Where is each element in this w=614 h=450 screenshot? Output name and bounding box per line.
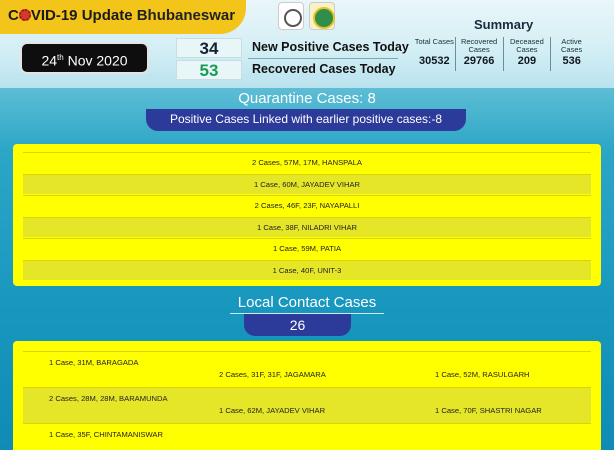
new-positive-count: 34 (176, 38, 242, 58)
table-row (23, 423, 591, 450)
table-cell: 1 Case, 70F, SHASTRI NAGAR (435, 406, 542, 415)
summary-label: Recovered Cases (460, 37, 498, 54)
new-positive-label: New Positive Cases Today (252, 40, 409, 54)
quarantine-title: Quarantine Cases: 8 (238, 90, 376, 107)
date-rest: Nov 2020 (63, 52, 128, 69)
date-suffix: th (57, 53, 64, 62)
recovered-today-label: Recovered Cases Today (252, 62, 396, 76)
divider (248, 58, 398, 59)
date-badge (22, 44, 147, 72)
table-cell: 2 Cases, 31F, 31F, JAGAMARA (219, 370, 326, 379)
table-cell: 1 Case, 35F, CHINTAMANISWAR (49, 430, 163, 439)
summary-deceased (504, 37, 552, 71)
linked-cases-pill: Positive Cases Linked with earlier positive cases:-8 (146, 109, 466, 131)
title-letter-c: C (8, 7, 19, 24)
odisha-govt-logo-icon (278, 2, 304, 30)
summary-recovered (456, 37, 504, 71)
recovered-today-count: 53 (176, 60, 242, 80)
table-cell: 2 Cases, 28M, 28M, BARAMUNDA (49, 394, 168, 403)
local-contact-count: 26 (244, 314, 351, 336)
summary-value: 29766 (463, 55, 495, 67)
table-row (23, 387, 591, 423)
summary-value: 536 (562, 55, 581, 67)
quarantine-cases-panel (13, 144, 601, 286)
table-cell: 1 Case, 62M, JAYADEV VIHAR (219, 406, 326, 415)
summary-label: Active Cases (561, 37, 583, 54)
bmc-logo-icon (309, 2, 335, 30)
summary-active (551, 37, 592, 71)
title-banner (0, 0, 246, 34)
list-item: 1 Case, 40F, UNIT-3 (23, 260, 591, 280)
summary-label: Deceased Cases (510, 37, 544, 54)
date-day: 24 (41, 52, 58, 69)
local-contact-panel (13, 341, 601, 450)
summary-label: Total Cases (414, 37, 454, 46)
list-item: 1 Case, 38F, NILADRI VIHAR (23, 217, 591, 237)
local-contact-title: Local Contact Cases (237, 294, 377, 311)
summary-value: 30532 (419, 55, 450, 67)
summary-value: 209 (517, 55, 537, 67)
summary-total (414, 37, 456, 71)
title-city: Bhubaneswar (136, 7, 236, 24)
summary-table (414, 37, 592, 71)
table-cell: 1 Case, 52M, RASULGARH (435, 370, 530, 379)
table-row (23, 351, 591, 387)
list-item: 2 Cases, 57M, 17M, HANSPALA (23, 152, 591, 172)
list-item: 1 Case, 60M, JAYADEV VIHAR (23, 174, 591, 194)
list-item: 1 Case, 59M, PATIA (23, 238, 591, 258)
list-item: 2 Cases, 46F, 23F, NAYAPALLI (23, 195, 591, 215)
summary-title: Summary (474, 17, 534, 32)
virus-icon (19, 9, 31, 21)
table-cell: 1 Case, 31M, BARAGADA (49, 358, 139, 367)
title-text: VID-19 Update (30, 7, 137, 24)
